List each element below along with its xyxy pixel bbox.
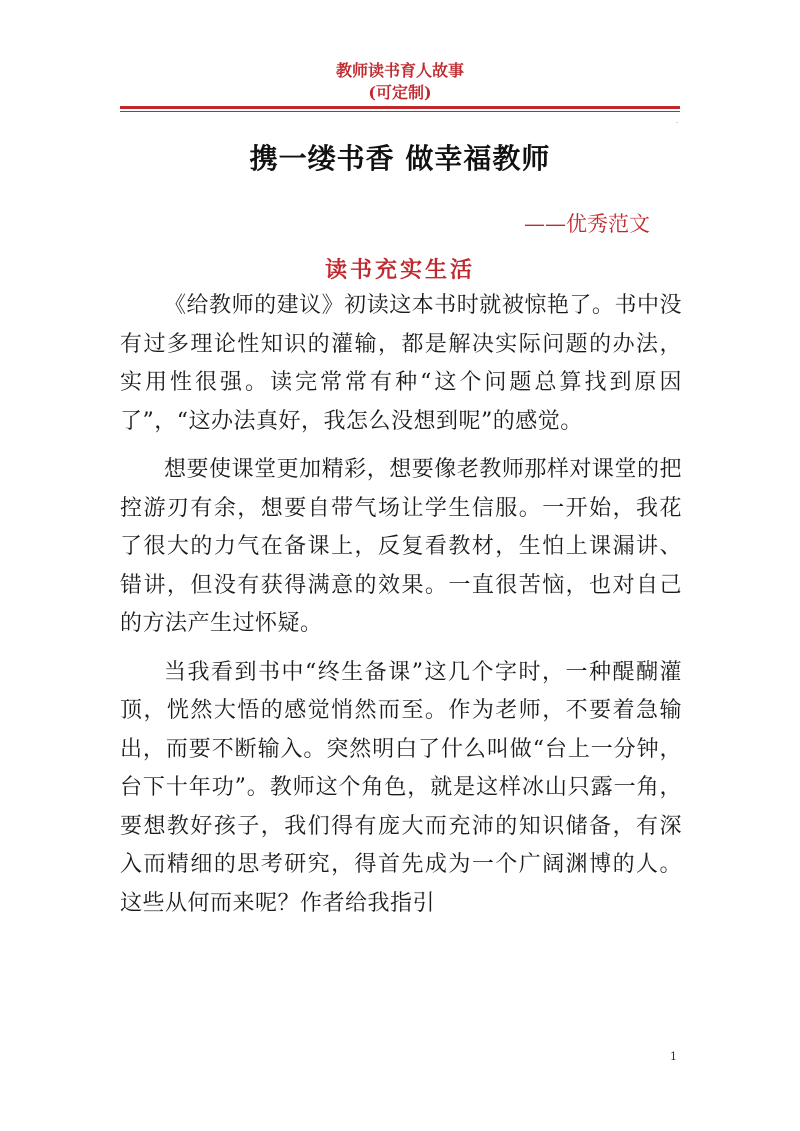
document-body [120,287,682,933]
page-number: 1 [670,1050,677,1063]
paragraph: 想要使课堂更加精彩，想要像老教师那样对课堂的把控游刃有余，想要自带气场让学生信服。一开始，我花了很大的力气在备课上，反复看教材，生怕上课漏讲、错讲，但没有获得满意的效果。一直很苦恼，也对自己的方法产生过怀疑。 [120,457,682,636]
byline: ——优秀范文 [524,212,650,236]
section-heading: 读书充实生活 [324,257,475,283]
header-subtitle: (可定制) [368,83,432,102]
paragraph: 当我看到书中“终生备课”这几个字时，一种醍醐灌顶，恍然大悟的感觉悄然而至。作为老师，不要着急输出，而要不断输入。突然明白了什么叫做“台上一分钟，台下十年功”。教师这个角色，就是这样冰山只露一角，要想教好孩子，我们得有庞大而充沛的知识储备，有深入而精细的思考研究，得首先成为一个广阔渊博的人。这些从何而来呢？作者给我指引 [120,659,682,916]
paragraph: 《给教师的建议》初读这本书时就被惊艳了。书中没有过多理论性知识的灌输，都是解决实际问题的办法，实用性很强。读完常常有种“这个问题总算找到原因了”，“这办法真好，我怎么没想到呢”的感觉。 [120,293,682,434]
corner-dot: · [676,120,678,127]
document-title: 携一缕书香 做幸福教师 [249,142,551,175]
document-header [0,60,800,104]
header-rule-thin [120,111,680,112]
header-rule-thick [120,106,680,109]
header-title: 教师读书育人故事 [335,61,464,80]
